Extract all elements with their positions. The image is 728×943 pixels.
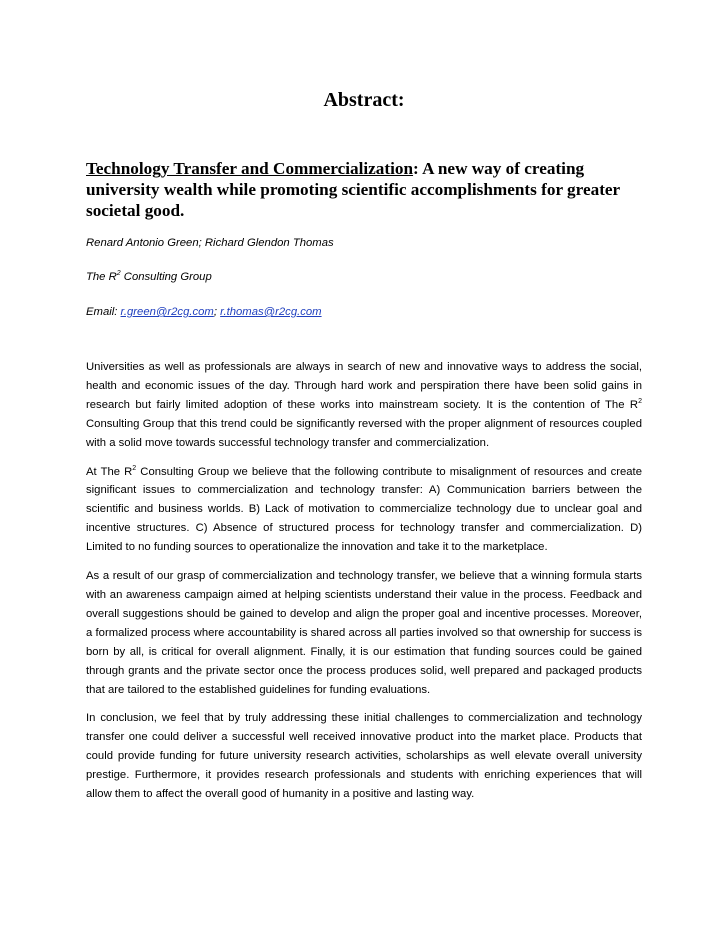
authors-line: Renard Antonio Green; Richard Glendon Thomas [86, 237, 334, 249]
title-underlined-part: Technology Transfer and Commercialization [86, 159, 414, 178]
paragraph-1-superscript: 2 [638, 397, 642, 405]
paragraph-3: As a result of our grasp of commercialization and technology transfer, we believe that a winning formula starts with an awareness campaign aimed at helping scientists understand their value in the process. Feedback and overall suggestions should be gained to develop and align the proper goal and incentive processes. Moreover, a formalized process where accountability is shared across all parties involved so that ownership for success is born by all, is critical for overall alignment. Finally, it is our estimation that funding sources could be gained through grants and the private sector once the process produces solid, well prepared and packaged products that are tailored to the established guidelines for funding evaluations. [86, 570, 642, 696]
organization-line [86, 270, 642, 284]
email-line [86, 305, 642, 319]
org-prefix: The R [86, 271, 117, 283]
org-suffix: Consulting Group [120, 271, 212, 283]
paragraph-1-text-rest: Consulting Group that this trend could be significantly reversed with the proper alignment of resources coupled with a solid move towards successful technology transfer and commercialization. [86, 417, 642, 449]
paragraph-1 [86, 358, 642, 453]
email-link-thomas[interactable]: r.thomas@r2cg.com [220, 306, 322, 318]
abstract-body [86, 358, 642, 814]
paragraph-2-text-rest: Consulting Group we believe that the following contribute to misalignment of resources and create significant issues to commercialization and technology transfer: A) Communication barriers between the scientific and business worlds. B) Lack of motivation to commercialize technology due to unclear goal and incentive structures. C) Absence of structured process for technology transfer and commercialization. D) Limited to no funding sources to operationalize the innovation and take it to the marketplace. [86, 465, 642, 554]
paragraph-4: In conclusion, we feel that by truly addressing these initial challenges to commercialization and technology transfer one could deliver a successful well received innovative product into the market place. Products that could provide funding for future university research activities, scholarships as well elevate overall university prestige. Furthermore, it provides research professionals and students with enriching experiences that will allow them to affect the overall good of humanity in a positive and lasting way. [86, 712, 642, 801]
abstract-heading: Abstract: [323, 89, 405, 111]
paragraph-2-text: At The R [86, 465, 133, 478]
org-superscript: 2 [116, 270, 121, 277]
paragraph-2-superscript: 2 [132, 464, 137, 472]
email-separator: ; [213, 306, 221, 318]
paper-title [86, 158, 642, 221]
paragraph-1-text: Universities as well as professionals are always in search of new and innovative ways to address the social, health and economic issues of the day. Through hard work and perspiration there have been solid gains in research but fairly limited adoption of these works into mainstream society. It is the contention of The R [86, 361, 642, 411]
email-label: Email: [86, 306, 121, 318]
paragraph-2 [86, 463, 642, 558]
title-rest: : A new way of creating university wealth while promoting scientific accomplishments for greater societal good. [86, 159, 620, 220]
email-link-green[interactable]: r.green@r2cg.com [120, 306, 214, 318]
